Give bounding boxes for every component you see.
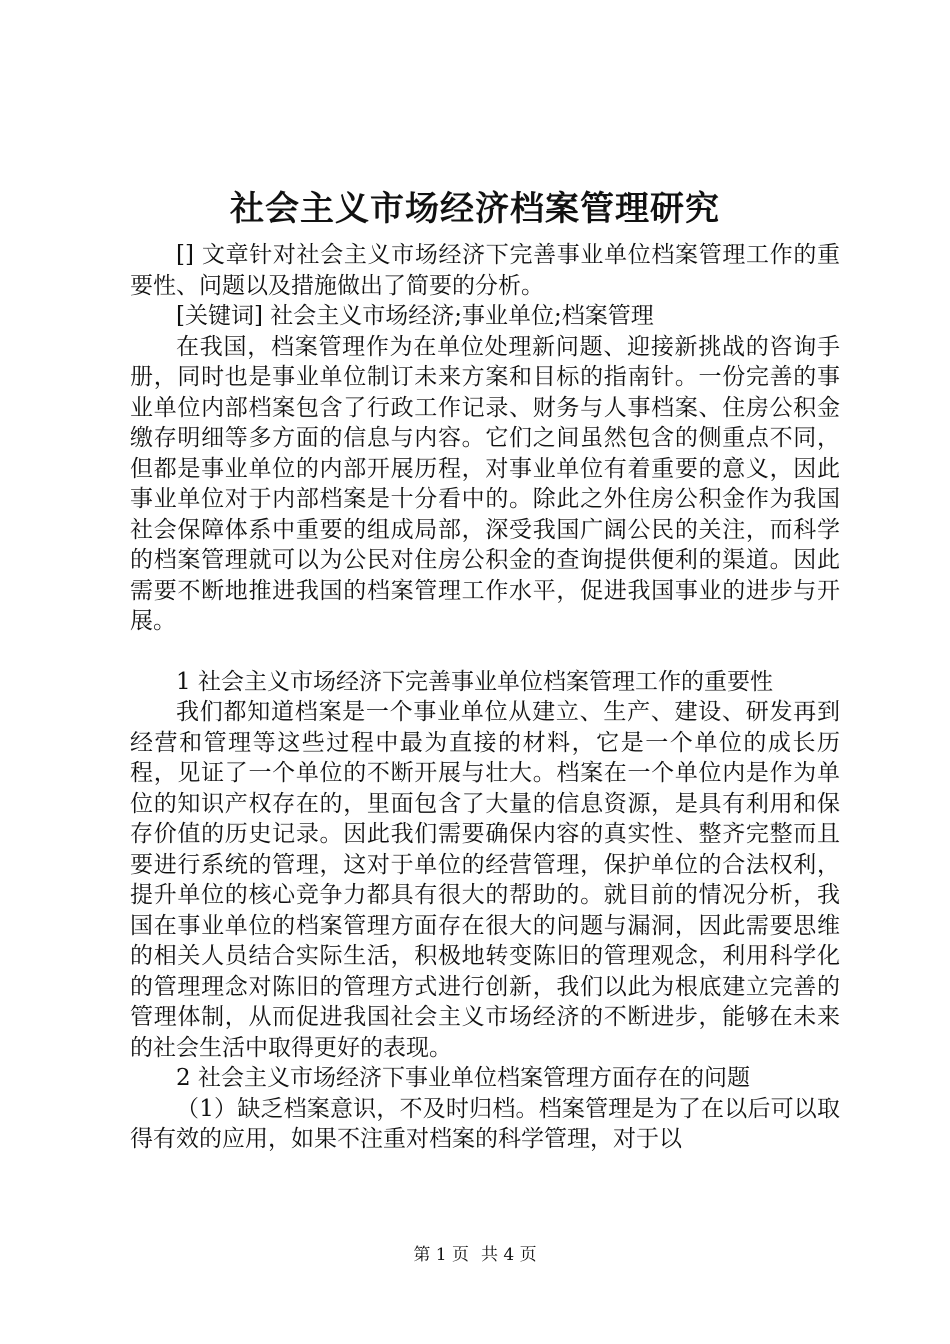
keywords-paragraph: [关键词] 社会主义市场经济;事业单位;档案管理 [176,303,654,329]
page-number: 第 1 页 [413,1245,469,1265]
section-2-paragraph: （1）缺乏档案意识，不及时归档。档案管理是为了在以后可以取得有效的应用，如果不注重对档案的科学管理，对于以 [130,1095,840,1152]
page-footer [0,1243,950,1267]
abstract-paragraph: [] 文章针对社会主义市场经济下完善事业单位档案管理工作的重要性、问题以及措施做出了简要的分析。 [130,242,840,299]
intro-paragraph: 在我国，档案管理作为在单位处理新问题、迎接新挑战的咨询手册，同时也是事业单位制订未来方案和目标的指南针。一份完善的事业单位内部档案包含了行政工作记录、财务与人事档案、住房公积金缴存明细等多方面的信息与内容。它们之间虽然包含的侧重点不同，但都是事业单位的内部开展历程，对事业单位有着重要的意义，因此事业单位对于内部档案是十分看中的。除此之外住房公积金作为我国社会保障体系中重要的组成局部，深受我国广阔公民的关注，而科学的档案管理就可以为公民对住房公积金的查询提供便利的渠道。因此需要不断地推进我国的档案管理工作水平，促进我国事业的进步与开展。 [130,333,840,634]
section-1-paragraph: 我们都知道档案是一个事业单位从建立、生产、建设、研发再到经营和管理等这些过程中最为直接的材料，它是一个单位的成长历程，见证了一个单位的不断开展与壮大。档案在一个单位内是作为单位的知识产权存在的，里面包含了大量的信息资源，是具有利用和保存价值的历史记录。因此我们需要确保内容的真实性、整齐完整而且要进行系统的管理，这对于单位的经营管理，保护单位的合法权利，提升单位的核心竞争力都具有很大的帮助的。就目前的情况分析，我国在事业单位的档案管理方面存在很大的问题与漏洞，因此需要思维的相关人员结合实际生活，积极地转变陈旧的管理观念，利用科学化的管理理念对陈旧的管理方式进行创新，我们以此为根底建立完善的管理体制，从而促进我国社会主义市场经济的不断进步，能够在未来的社会生活中取得更好的表现。 [130,699,840,1061]
document-body [130,240,840,1155]
section-heading-1: 1 社会主义市场经济下完善事业单位档案管理工作的重要性 [176,668,773,695]
section-heading-2: 2 社会主义市场经济下事业单位档案管理方面存在的问题 [176,1065,750,1091]
page-total: 共 4 页 [481,1245,537,1265]
document-title: 社会主义市场经济档案管理研究 [230,189,720,229]
